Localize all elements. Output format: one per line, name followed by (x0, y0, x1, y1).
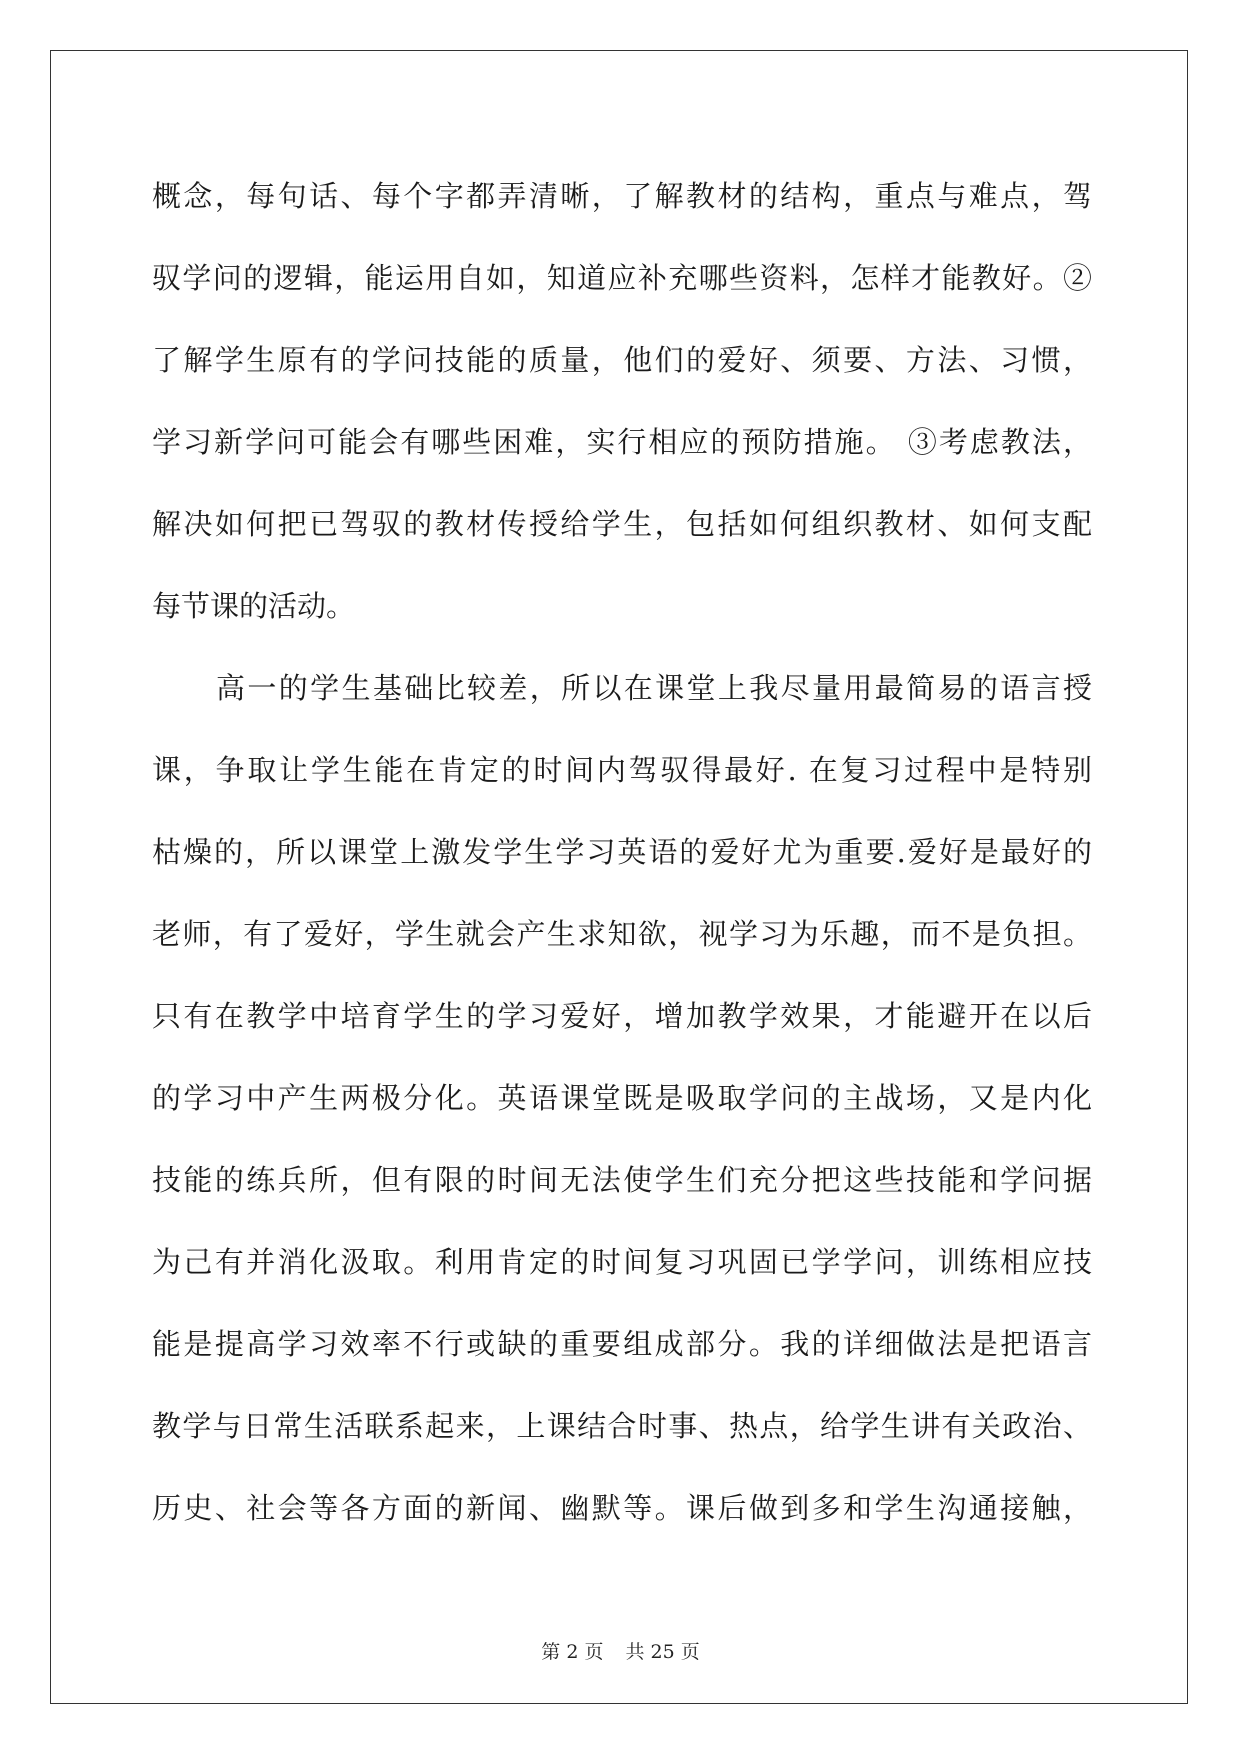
page-total: 共 25 页 (625, 1641, 700, 1663)
page-footer (0, 1637, 1241, 1664)
text-line: 教学与日常生活联系起来，上课结合时事、热点，给学生讲有关政治、 (152, 1409, 1092, 1443)
text-line: 能是提高学习效率不行或缺的重要组成部分。我的详细做法是把语言 (152, 1327, 1092, 1361)
paragraph-first-line: 高一的学生基础比较差，所以在课堂上我尽量用最简易的语言授 (216, 671, 1092, 705)
text-line: 驭学问的逻辑，能运用自如，知道应补充哪些资料，怎样才能教好。② (152, 261, 1092, 295)
text-line: 的学习中产生两极分化。英语课堂既是吸取学问的主战场，又是内化 (152, 1081, 1092, 1115)
text-line: 只有在教学中培育学生的学习爱好，增加教学效果，才能避开在以后 (152, 999, 1092, 1033)
text-line: 概念，每句话、每个字都弄清晰，了解教材的结构，重点与难点，驾 (152, 179, 1092, 213)
text-line: 历史、社会等各方面的新闻、幽默等。课后做到多和学生沟通接触， (152, 1491, 1092, 1525)
page-number: 第 2 页 (541, 1641, 604, 1663)
document-body (152, 155, 1092, 1549)
text-line: 为己有并消化汲取。利用肯定的时间复习巩固已学学问，训练相应技 (152, 1245, 1092, 1279)
text-line: 每节课的活动。 (152, 589, 356, 623)
text-line: 枯燥的，所以课堂上激发学生学习英语的爱好尤为重要.爱好是最好的 (152, 835, 1092, 869)
text-line: 了解学生原有的学问技能的质量，他们的爱好、须要、方法、习惯， (152, 343, 1092, 377)
text-line: 老师，有了爱好，学生就会产生求知欲，视学习为乐趣，而不是负担。 (152, 917, 1092, 951)
text-line: 学习新学问可能会有哪些困难，实行相应的预防措施。 ③考虑教法， (152, 425, 1092, 459)
text-line: 课，争取让学生能在肯定的时间内驾驭得最好. 在复习过程中是特别 (152, 753, 1092, 787)
text-line: 解决如何把已驾驭的教材传授给学生，包括如何组织教材、如何支配 (152, 507, 1092, 541)
text-line: 技能的练兵所，但有限的时间无法使学生们充分把这些技能和学问据 (152, 1163, 1092, 1197)
